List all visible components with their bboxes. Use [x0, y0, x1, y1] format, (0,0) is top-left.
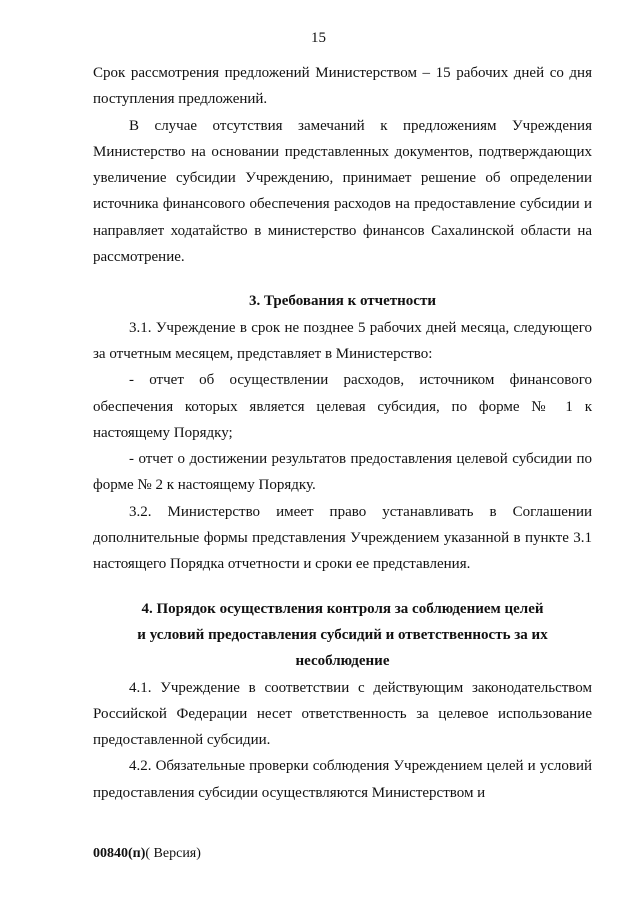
- list-item-report-results: - отчет о достижении результатов предоставления целевой субсидии по форме № 2 к настоящему Порядку.: [93, 451, 592, 494]
- list-item-report-expenses: - отчет об осуществлении расходов, источником финансового обеспечения которых является целевая субсидия, по форме № 1 к настоящему Порядку;: [93, 372, 592, 441]
- document-code: 00840(п): [93, 846, 146, 861]
- section-4-heading-line1: 4. Порядок осуществления контроля за соблюдением целей: [141, 600, 544, 617]
- section-4-heading-line3: несоблюдение: [295, 653, 390, 670]
- section-4-heading-line2: и условий предоставления субсидий и ответственность за их: [137, 626, 548, 643]
- paragraph-4-2: 4.2. Обязательные проверки соблюдения Учреждением целей и условий предоставления субсидии осуществляются Министерством и: [93, 758, 592, 801]
- section-3-heading: 3. Требования к отчетности: [249, 293, 436, 310]
- paragraph-no-remarks: В случае отсутствия замечаний к предложениям Учреждения Министерство на основании представленных документов, подтверждающих увеличение субсидии Учреждению, принимает решение об определении источника финансового обеспечения расходов на предоставление субсидии и направляет ходатайство в министерство финансов Сахалинской области на рассмотрение.: [93, 117, 592, 266]
- document-body: [93, 60, 592, 806]
- document-version: ( Версия): [145, 846, 201, 861]
- section-4-heading: [93, 596, 592, 675]
- document-footer: [93, 846, 201, 862]
- paragraph-3-2: 3.2. Министерство имеет право устанавливать в Соглашении дополнительные формы представления Учреждением указанной в пункте 3.1 настоящего Порядка отчетности и сроки ее представления.: [93, 503, 592, 573]
- paragraph-3-1: 3.1. Учреждение в срок не позднее 5 рабочих дней месяца, следующего за отчетным месяцем, представляет в Министерство:: [93, 319, 592, 362]
- paragraph-4-1: 4.1. Учреждение в соответствии с действующим законодательством Российской Федерации несет ответственность за целевое использование предоставленной субсидии.: [93, 679, 592, 749]
- page-number: 15: [311, 30, 326, 46]
- paragraph-review-period: Срок рассмотрения предложений Министерством – 15 рабочих дней со дня поступления предложений.: [93, 65, 592, 108]
